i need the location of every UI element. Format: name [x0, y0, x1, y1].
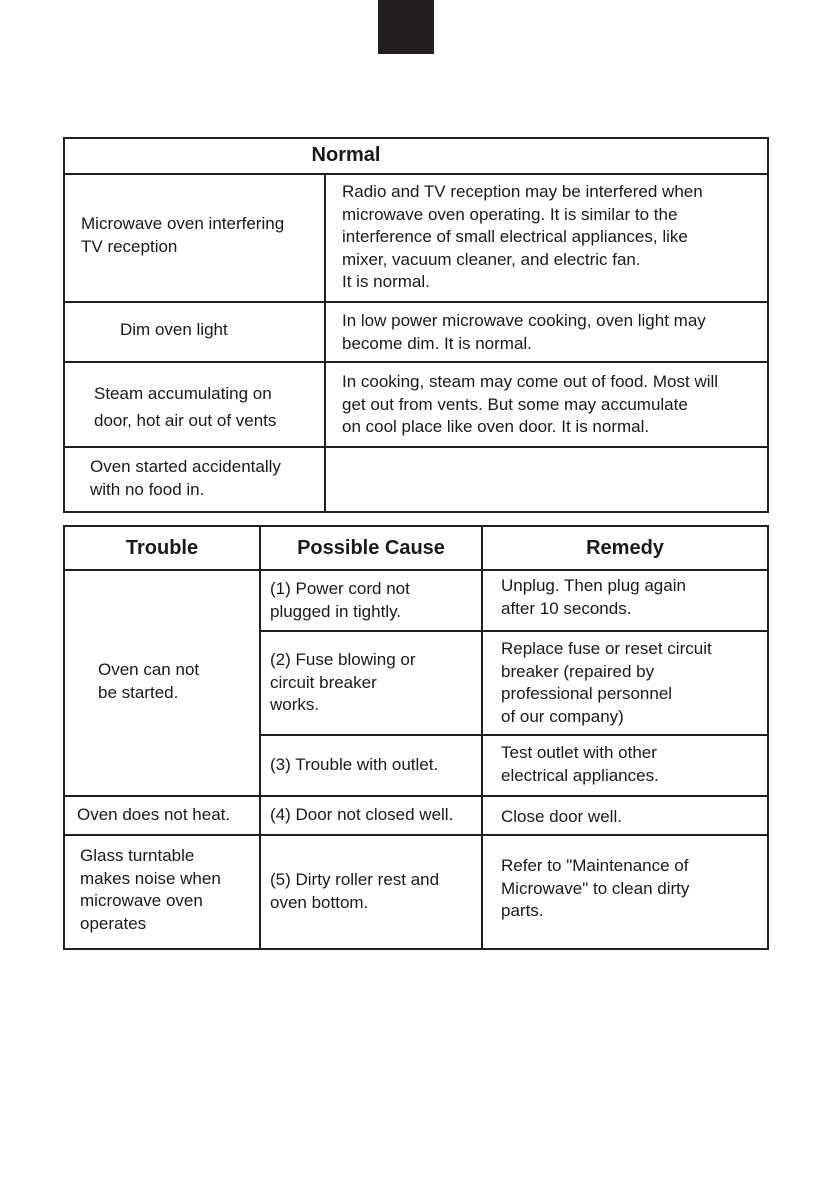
divider	[65, 446, 767, 448]
divider	[259, 527, 261, 948]
normal-situation: Steam accumulating on door, hot air out of vents	[94, 384, 277, 430]
remedy: Unplug. Then plug again after 10 seconds.	[501, 576, 686, 618]
header-remedy: Remedy	[586, 537, 664, 559]
remedy: Close door well.	[501, 807, 622, 826]
divider	[261, 630, 767, 632]
possible-cause: (3) Trouble with outlet.	[270, 755, 439, 774]
normal-situation: Oven started accidentally with no food in.	[90, 457, 281, 499]
page-tab-marker	[378, 0, 434, 54]
divider	[65, 569, 767, 571]
trouble-label: Glass turntable makes noise when microwave oven operates	[80, 846, 221, 933]
remedy: Test outlet with other electrical appliances.	[501, 743, 659, 785]
divider	[261, 734, 767, 736]
possible-cause: (2) Fuse blowing or circuit breaker works.	[270, 650, 416, 714]
possible-cause: (1) Power cord not plugged in tightly.	[270, 579, 410, 621]
normal-situation: Microwave oven interfering TV reception	[81, 214, 285, 256]
trouble-label: Oven does not heat.	[77, 805, 231, 824]
header-possible-cause: Possible Cause	[297, 537, 445, 559]
normal-explanation: Radio and TV reception may be interfered when microwave oven operating. It is similar to the interference of small electrical appliances, like mixer, vacuum cleaner, and electric fan. It is normal.	[342, 182, 703, 291]
divider	[65, 834, 767, 836]
divider	[324, 173, 326, 511]
normal-explanation: In cooking, steam may come out of food. Most will get out from vents. But some may accumulate on cool place like oven door. It is normal.	[342, 372, 719, 436]
normal-explanation: In low power microwave cooking, oven light may become dim. It is normal.	[342, 311, 706, 353]
header-trouble: Trouble	[125, 537, 199, 559]
remedy: Replace fuse or reset circuit breaker (repaired by professional personnel of our company)	[501, 639, 712, 726]
divider	[65, 795, 767, 797]
remedy: Refer to "Maintenance of Microwave" to clean dirty parts.	[501, 856, 690, 920]
divider	[481, 527, 483, 948]
divider	[65, 173, 767, 175]
trouble-label: Oven can not be started.	[98, 660, 200, 702]
normal-table-title: Normal	[311, 144, 381, 166]
trouble-table	[63, 525, 769, 950]
possible-cause: (5) Dirty roller rest and oven bottom.	[270, 870, 440, 912]
divider	[65, 301, 767, 303]
normal-situation: Dim oven light	[120, 320, 228, 339]
divider	[65, 361, 767, 363]
normal-table	[63, 137, 769, 513]
possible-cause: (4) Door not closed well.	[270, 805, 454, 824]
